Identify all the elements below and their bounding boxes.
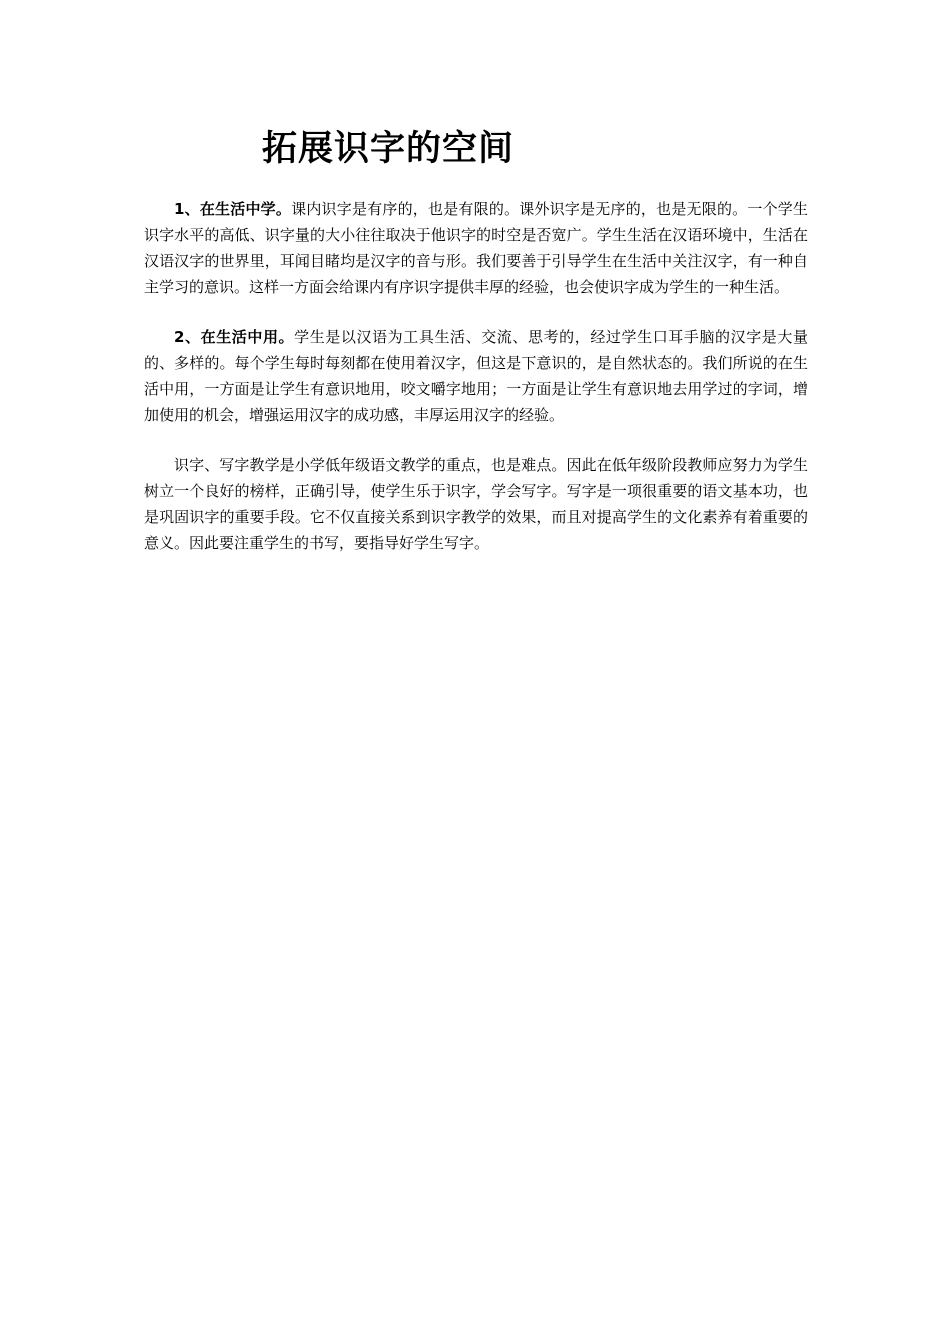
paragraph-live-use [144, 324, 808, 428]
paragraph-live-learning [144, 196, 808, 300]
paragraph-lead: 1、在生活中学。 [174, 200, 292, 218]
document-title: 拓展识字的空间 [262, 129, 515, 169]
paragraph-text: 识字、写字教学是小学低年级语文教学的重点，也是难点。因此在低年级阶段教师应努力为学生树立一个良好的榜样，正确引导，使学生乐于识字，学会写字。写字是一项很重要的语文基本功，也是巩固识字的重要手段。它不仅直接关系到识字教学的效果，而且对提高学生的文化素养有着重要的意义。因此要注重学生的书写，要指导好学生写字。 [144, 456, 808, 552]
paragraph-text: 课内识字是有序的，也是有限的。课外识字是无序的，也是无限的。一个学生识字水平的高低、识字量的大小往往取决于他识字的时空是否宽广。学生生活在汉语环境中，生活在汉语汉字的世界里，耳闻目睹均是汉字的音与形。我们要善于引导学生在生活中关注汉字，有一种自主学习的意识。这样一方面会给课内有序识字提供丰厚的经验，也会使识字成为学生的一种生活。 [144, 200, 808, 296]
paragraph-text: 学生是以汉语为工具生活、交流、思考的，经过学生口耳手脑的汉字是大量的、多样的。每个学生每时每刻都在使用着汉字，但这是下意识的，是自然状态的。我们所说的在生活中用，一方面是让学生有意识地用，咬文嚼字地用；一方面是让学生有意识地去用学过的字词，增加使用的机会，增强运用汉字的成功感，丰厚运用汉字的经验。 [144, 328, 808, 424]
document-body [144, 196, 808, 580]
paragraph-lead: 2、在生活中用。 [174, 328, 295, 346]
paragraph-writing-teaching [144, 452, 808, 556]
